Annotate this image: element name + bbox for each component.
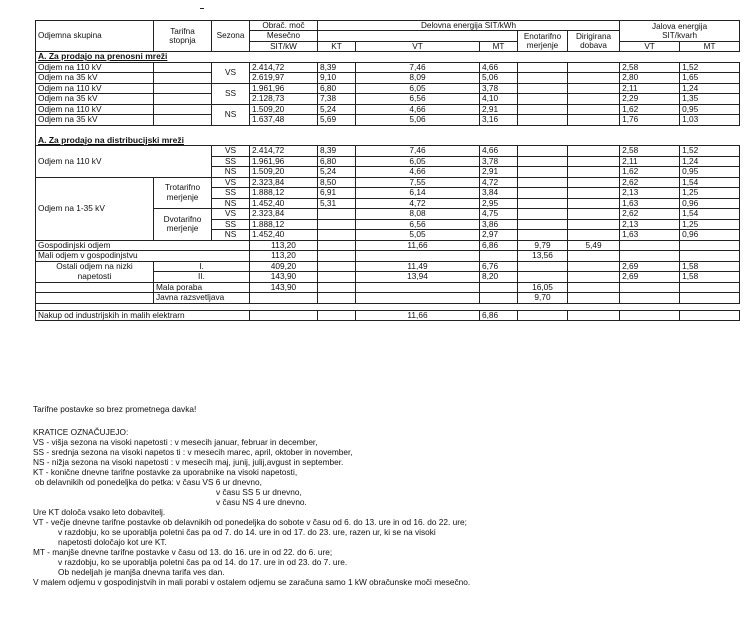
note-vs: VS - višja sezona na visoki napetosti : v mesecih januar, februar in december, — [33, 437, 318, 447]
rmt-cell: 1,52 — [680, 62, 740, 73]
header-tariff: Tarifna stopnja — [154, 21, 212, 52]
mt-cell: 6,76 — [480, 261, 518, 272]
vt-cell: 11,66 — [356, 240, 480, 251]
vt-cell: 11,66 — [356, 310, 480, 321]
rvt-cell: 1,62 — [620, 167, 680, 178]
group-cell: Odjem na 110 kV — [36, 146, 212, 178]
mt-cell: 3,84 — [480, 188, 518, 199]
season-cell: SS — [212, 156, 250, 167]
table-row — [36, 62, 740, 73]
rvt-cell: 2,13 — [620, 188, 680, 199]
mt-cell: 3,78 — [480, 156, 518, 167]
note-kt3: v času SS 5 ur dnevno, — [216, 487, 302, 497]
header-energy-sub — [318, 31, 518, 41]
kt-cell: 9,10 — [318, 73, 356, 84]
rvt-cell: 2,58 — [620, 62, 680, 73]
kt-cell: 6,80 — [318, 83, 356, 94]
note-ss: SS - srednja sezona na visoki napetos ti : v mesecih marec, april, oktober in november, — [33, 447, 353, 457]
purchase-row — [36, 310, 740, 321]
section-title-row — [36, 125, 740, 145]
header-reactive: Jalova energija SIT/kvarh — [620, 21, 740, 42]
power-cell: 1.888,12 — [250, 219, 318, 230]
header-mt: MT — [480, 41, 518, 51]
header-group: Odjemna skupina — [36, 21, 154, 52]
directed-cell: 5,49 — [568, 240, 620, 251]
note-vt2: v razdobju, ko se uporablja poletni čas pa od 7. do 14. ure in od 17. do 23. ure, razen ur, ki se na visoki — [58, 527, 436, 537]
season-cell: VS — [212, 146, 250, 157]
kt-cell: 5,69 — [318, 115, 356, 126]
note-mt1: MT - manjše dnevne tarifne postavke v času od 13. do 16. ure in od 22. do 6. ure; — [33, 547, 333, 557]
mt-cell: 2,95 — [480, 198, 518, 209]
mt-cell: 2,91 — [480, 104, 518, 115]
section-title-row — [36, 52, 740, 62]
group-cell: Gospodinjski odjem — [36, 240, 250, 251]
group-cell: Odjem na 35 kV — [36, 115, 154, 126]
rmt-cell: 0,95 — [680, 167, 740, 178]
rmt-cell: 1,54 — [680, 209, 740, 220]
vt-cell: 6,14 — [356, 188, 480, 199]
rmt-cell: 1,24 — [680, 83, 740, 94]
vt-cell: 6,56 — [356, 219, 480, 230]
note-vt1: VT - večje dnevne tarifne postavke ob delavnikih od ponedeljka do sobote v času od 6. do 13. ure in od 16. do 22. ure; — [33, 517, 467, 527]
kt-cell: 8,50 — [318, 177, 356, 188]
table-row — [36, 282, 740, 293]
tariff-cell: I. — [154, 261, 250, 272]
group-cell: Odjem na 35 kV — [36, 94, 154, 105]
table-row — [36, 146, 740, 157]
section-a2-title: A. Za prodajo na distribucijski mreži — [36, 125, 740, 145]
season-cell: SS — [212, 83, 250, 104]
mt-cell: 2,91 — [480, 167, 518, 178]
power-cell: 113,20 — [250, 240, 318, 251]
season-cell: SS — [212, 219, 250, 230]
table-row — [36, 94, 740, 105]
season-cell: NS — [212, 167, 250, 178]
rvt-cell: 2,69 — [620, 261, 680, 272]
kt-cell: 6,80 — [318, 156, 356, 167]
table-header-row — [36, 21, 740, 31]
rvt-cell: 2,80 — [620, 73, 680, 84]
mt-cell: 5,06 — [480, 73, 518, 84]
season-cell: NS — [212, 230, 250, 241]
season-cell: NS — [212, 198, 250, 209]
single-cell: 9,79 — [518, 240, 568, 251]
rmt-cell: 0,95 — [680, 104, 740, 115]
vt-cell: 4,66 — [356, 104, 480, 115]
rmt-cell: 0,96 — [680, 230, 740, 241]
table-row — [36, 104, 740, 115]
power-cell: 143,90 — [250, 282, 318, 293]
rmt-cell: 1,35 — [680, 94, 740, 105]
mt-cell: 4,10 — [480, 94, 518, 105]
season-cell: SS — [212, 188, 250, 199]
note-kt4: v času NS 4 ure dnevno. — [216, 497, 307, 507]
power-cell: 2.323,84 — [250, 209, 318, 220]
rvt-cell: 2,62 — [620, 209, 680, 220]
header-r-vt: VT — [620, 41, 680, 51]
header-vt: VT — [356, 41, 480, 51]
tariff-cell: Dvotarifno merjenje — [154, 209, 212, 241]
mt-cell: 4,75 — [480, 209, 518, 220]
note-vt3: napetosti določajo kot ure KT. — [58, 537, 167, 547]
rvt-cell: 1,62 — [620, 104, 680, 115]
note-mt3: Ob nedeljah je manjša dnevna tarifa ves dan. — [58, 567, 225, 577]
kt-cell: 5,31 — [318, 198, 356, 209]
kt-cell: 5,24 — [318, 104, 356, 115]
header-power-monthly: Mesečno — [250, 31, 318, 41]
power-cell: 1.452,40 — [250, 198, 318, 209]
kt-cell: 8,39 — [318, 62, 356, 73]
group-cell: Odjem na 110 kV — [36, 83, 154, 94]
power-cell: 113,20 — [250, 251, 318, 262]
power-cell: 1.452,40 — [250, 230, 318, 241]
header-single: Enotarifno merjenje — [518, 31, 568, 52]
rvt-cell: 1,76 — [620, 115, 680, 126]
mt-cell: 2,97 — [480, 230, 518, 241]
vt-cell: 7,55 — [356, 177, 480, 188]
rvt-cell: 2,58 — [620, 146, 680, 157]
kt-cell: 7,38 — [318, 94, 356, 105]
note-mt2: v razdobju, ko se uporablja poletni čas pa od 14. do 17. ure in od 23. do 7. ure. — [58, 557, 348, 567]
note-last: V malem odjemu v gospodinjstvih in mali porabi v ostalem odjemu se zaračuna samo 1 kW obračunske moči mesečno. — [33, 577, 471, 587]
group-cell: Mala poraba — [154, 282, 250, 293]
rmt-cell: 1,54 — [680, 177, 740, 188]
power-cell: 2.128,73 — [250, 94, 318, 105]
mt-cell: 8,20 — [480, 272, 518, 283]
header-kt: KT — [318, 41, 356, 51]
group-cell: Odjem na 110 kV — [36, 104, 154, 115]
group-cell: Javna razsvetljava — [154, 293, 250, 304]
group-cell: Odjem na 35 kV — [36, 73, 154, 84]
table-row — [36, 115, 740, 126]
power-cell: 1.509,20 — [250, 104, 318, 115]
section-a1-title: A. Za prodajo na prenosni mreži — [36, 52, 740, 62]
vt-cell: 6,05 — [356, 83, 480, 94]
header-energy: Delovna energija SIT/kWh — [318, 21, 620, 31]
power-cell: 1.509,20 — [250, 167, 318, 178]
rvt-cell: 2,62 — [620, 177, 680, 188]
season-cell: VS — [212, 209, 250, 220]
single-cell: 16,05 — [518, 282, 568, 293]
mt-cell: 4,66 — [480, 62, 518, 73]
rmt-cell: 1,58 — [680, 272, 740, 283]
note-kt: KT - konične dnevne tarifne postavke za uporabnike na visoki napetosti, — [33, 467, 298, 477]
header-directed: Dirigirana dobava — [568, 31, 620, 52]
power-cell: 1.888,12 — [250, 188, 318, 199]
rmt-cell: 0,96 — [680, 198, 740, 209]
power-cell: 2.323,84 — [250, 177, 318, 188]
rvt-cell: 2,11 — [620, 83, 680, 94]
mt-cell: 6,86 — [480, 310, 518, 321]
group-cell: Odjem na 1-35 kV — [36, 177, 154, 240]
vt-cell: 7,46 — [356, 146, 480, 157]
header-season: Sezona — [212, 21, 250, 52]
rvt-cell: 1,63 — [620, 230, 680, 241]
rvt-cell: 2,13 — [620, 219, 680, 230]
power-cell: 409,20 — [250, 261, 318, 272]
note-ns: NS - nižja sezona na visoki napetosti : v mesecih maj, junij, julij,avgust in september. — [33, 457, 344, 467]
group-cell: Mali odjem v gospodinjstvu — [36, 251, 250, 262]
rvt-cell: 2,69 — [620, 272, 680, 283]
rmt-cell: 1,25 — [680, 188, 740, 199]
power-cell: 1.637,48 — [250, 115, 318, 126]
header-r-mt: MT — [680, 41, 740, 51]
header-power: Obrač. moč — [250, 21, 318, 31]
vt-cell: 7,46 — [356, 62, 480, 73]
note-ure: Ure KT določa vsako leto dobavitelj. — [33, 507, 166, 517]
rmt-cell: 1,65 — [680, 73, 740, 84]
rmt-cell: 1,25 — [680, 219, 740, 230]
power-cell: 2.414,72 — [250, 146, 318, 157]
kt-cell: 5,24 — [318, 167, 356, 178]
abbr-title: KRATICE OZNAČUJEJO: — [33, 427, 129, 437]
season-cell: VS — [212, 177, 250, 188]
kt-cell: 6,91 — [318, 188, 356, 199]
mt-cell: 3,16 — [480, 115, 518, 126]
tax-note: Tarifne postavke so brez prometnega davka! — [33, 404, 197, 414]
mt-cell: 3,86 — [480, 219, 518, 230]
power-cell: 1.961,96 — [250, 83, 318, 94]
vt-cell: 5,05 — [356, 230, 480, 241]
rmt-cell: 1,58 — [680, 261, 740, 272]
group-cell: Ostali odjem na nizki napetosti — [36, 261, 154, 282]
rmt-cell: 1,24 — [680, 156, 740, 167]
vt-cell: 6,56 — [356, 94, 480, 105]
tariff-table — [35, 20, 740, 321]
mt-cell: 6,86 — [480, 240, 518, 251]
power-cell: 143,90 — [250, 272, 318, 283]
power-cell: 2.619,97 — [250, 73, 318, 84]
power-cell: 2.414,72 — [250, 62, 318, 73]
stray-mark — [200, 8, 204, 9]
rmt-cell: 1,52 — [680, 146, 740, 157]
vt-cell: 13,94 — [356, 272, 480, 283]
rmt-cell: 1,03 — [680, 115, 740, 126]
rvt-cell: 2,11 — [620, 156, 680, 167]
table-row — [36, 251, 740, 262]
vt-cell: 5,06 — [356, 115, 480, 126]
vt-cell: 8,09 — [356, 73, 480, 84]
vt-cell: 4,72 — [356, 198, 480, 209]
table-row — [36, 73, 740, 84]
season-cell: NS — [212, 104, 250, 125]
rvt-cell: 2,29 — [620, 94, 680, 105]
table-row — [36, 240, 740, 251]
rvt-cell: 1,63 — [620, 198, 680, 209]
season-cell: VS — [212, 62, 250, 83]
table-row — [36, 177, 740, 188]
single-cell: 13,56 — [518, 251, 568, 262]
power-cell: 1.961,96 — [250, 156, 318, 167]
mt-cell: 4,72 — [480, 177, 518, 188]
vt-cell: 8,08 — [356, 209, 480, 220]
tariff-cell: Trotarifno merjenje — [154, 177, 212, 209]
vt-cell: 4,66 — [356, 167, 480, 178]
tariff-cell: II. — [154, 272, 250, 283]
note-kt2: ob delavnikih od ponedeljka do petka: v času VS 6 ur dnevno, — [35, 477, 262, 487]
group-cell: Odjem na 110 kV — [36, 62, 154, 73]
table-row — [36, 83, 740, 94]
group-cell: Nakup od industrijskih in malih elektrarn — [36, 310, 250, 321]
header-power-unit: SIT/kW — [250, 41, 318, 51]
kt-cell: 8,39 — [318, 146, 356, 157]
table-row — [36, 293, 740, 304]
notes-section — [33, 404, 733, 587]
table-row — [36, 261, 740, 272]
mt-cell: 3,78 — [480, 83, 518, 94]
vt-cell: 11,49 — [356, 261, 480, 272]
single-cell: 9,70 — [518, 293, 568, 304]
vt-cell: 6,05 — [356, 156, 480, 167]
mt-cell: 4,66 — [480, 146, 518, 157]
